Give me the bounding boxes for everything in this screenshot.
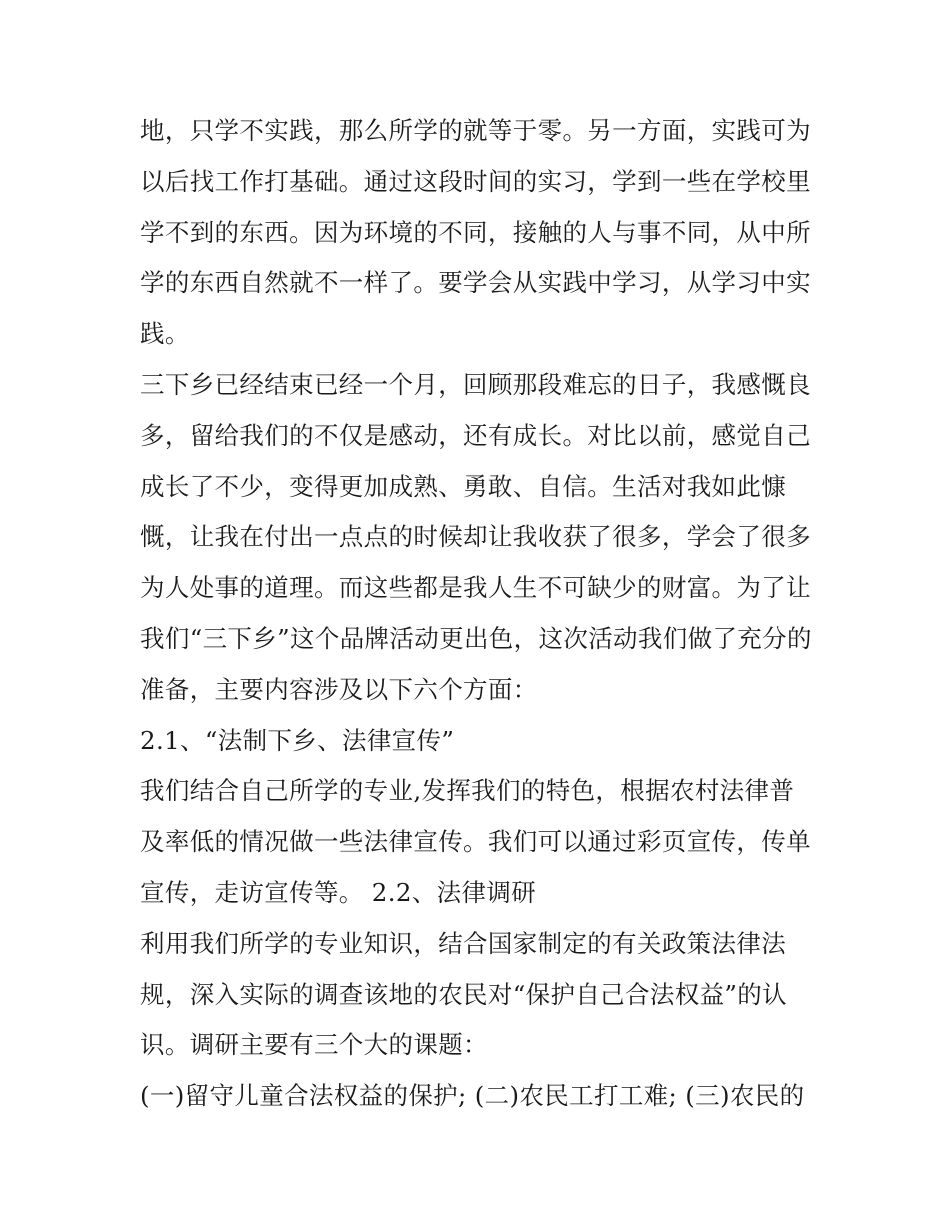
text-line: 地，只学不实践，那么所学的就等于零。另一方面，实践可为: [140, 116, 811, 145]
text-line: 慨，让我在付出一点点的时候却让我收获了很多，学会了很多: [140, 522, 811, 552]
text-line: 宣传，走访宣传等。 2.2、法律调研: [140, 877, 537, 907]
text-line: 多，留给我们的不仅是感动，还有成长。对比以前，感觉自己: [140, 420, 811, 450]
text-line: 我们“三下乡”这个品牌活动更出色，这次活动我们做了充分的: [140, 623, 812, 653]
document-body: [140, 106, 820, 1122]
text-line: 以后找工作打基础。通过这段时间的实习，学到一些在学校里: [140, 166, 811, 196]
text-line: 规，深入实际的调查该地的农民对“保护自己合法权益”的认: [140, 979, 787, 1009]
text-line: 我们结合自己所学的专业,发挥我们的特色，根据农村法律普: [140, 776, 795, 806]
text-line: 学不到的东西。因为环境的不同，接触的人与事不同，从中所: [140, 217, 811, 247]
text-line: 识。调研主要有三个大的课题：: [140, 1030, 488, 1060]
section-heading-2-1: 2.1、“法制下乡、法律宣传”: [140, 725, 455, 755]
text-line: 准备，主要内容涉及以下六个方面：: [140, 674, 538, 704]
text-line: 学的东西自然就不一样了。要学会从实践中学习，从学习中实: [140, 268, 811, 298]
text-line: 三下乡已经结束已经一个月，回顾那段难忘的日子，我感慨良: [140, 369, 811, 399]
text-line: (一)留守儿童合法权益的保护; (二)农民工打工难; (三)农民的: [140, 1081, 805, 1111]
text-line: 利用我们所学的专业知识，结合国家制定的有关政策法律法: [140, 928, 787, 958]
text-line: 成长了不少，变得更加成熟、勇敢、自信。生活对我如此慷: [140, 471, 787, 501]
text-line: 践。: [140, 319, 190, 349]
text-line: 及率低的情况做一些法律宣传。我们可以通过彩页宣传，传单: [140, 827, 811, 857]
text-line: 为人处事的道理。而这些都是我人生不可缺少的财富。为了让: [140, 573, 811, 603]
